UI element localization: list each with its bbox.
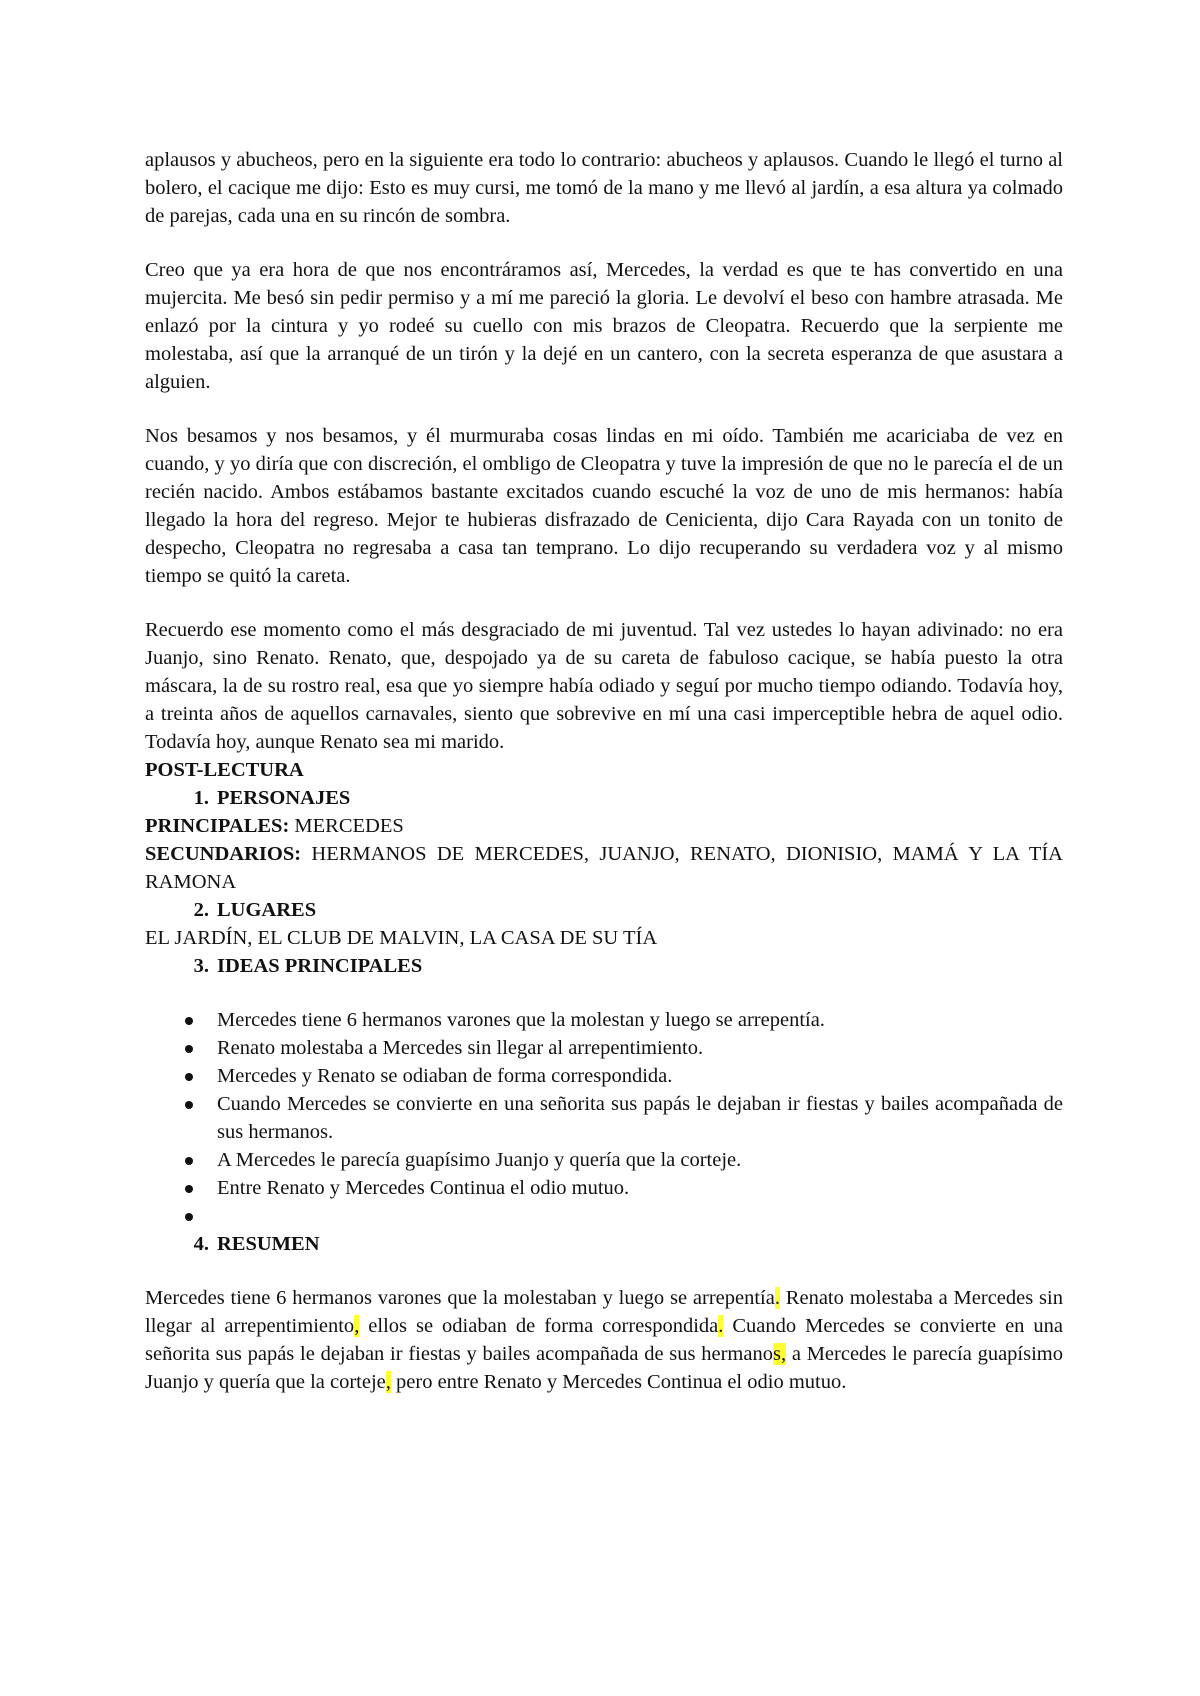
resumen-paragraph — [145, 1284, 1063, 1396]
bullet-icon — [145, 1174, 217, 1202]
highlight-mark: . — [718, 1315, 724, 1337]
section-label: RESUMEN — [217, 1233, 320, 1255]
bullet-icon — [145, 1062, 217, 1090]
bullet-icon — [145, 1146, 217, 1174]
resumen-text: pero entre Renato y Mercedes Continua el odio mutuo. — [390, 1371, 847, 1393]
highlight-mark: . — [774, 1287, 780, 1309]
document-page — [145, 146, 1063, 1422]
list-item — [145, 1174, 1063, 1202]
bullet-icon — [145, 1006, 217, 1034]
resumen-text: ellos se odiaban de forma correspondida — [359, 1315, 719, 1337]
highlight-mark: , — [354, 1315, 360, 1337]
resumen-text: a Mercedes le parecía guapísimo Juanjo y quería que la corteje — [145, 1343, 1063, 1393]
section-number: 2. — [193, 899, 209, 921]
ideas-list — [145, 1006, 1063, 1230]
resumen-text: Mercedes tiene 6 hermanos varones que la molestaban y luego se arrepentía — [145, 1287, 775, 1309]
section-lugares — [145, 896, 1063, 924]
bullet-icon — [145, 1034, 217, 1062]
principales-label: PRINCIPALES: — [145, 815, 290, 837]
list-item-text: A Mercedes le parecía guapísimo Juanjo y quería que la corteje. — [217, 1149, 742, 1171]
list-item — [145, 1202, 1063, 1230]
post-lectura-title: POST-LECTURA — [145, 759, 304, 781]
list-item-text: Mercedes tiene 6 hermanos varones que la molestan y luego se arrepentía. — [217, 1009, 825, 1031]
section-resumen — [145, 1230, 1063, 1258]
paragraph-3: Nos besamos y nos besamos, y él murmuraba cosas lindas en mi oído. También me acariciaba de vez en cuando, y yo diría que con discreción, el ombligo de Cleopatra y tuve la impresión de que no le parecía el de un recién nacido. Ambos estábamos bastante excitados cuando escuché la voz de uno de mis hermanos: había llegado la hora del regreso. Mejor te hubieras disfrazado de Cenicienta, dijo Cara Rayada con un tonito de despecho, Cleopatra no regresaba a casa tan temprano. Lo dijo recuperando su verdadera voz y al mismo tiempo se quitó la careta. — [145, 425, 1063, 587]
highlight-mark: s, — [772, 1343, 787, 1365]
list-item — [145, 1062, 1063, 1090]
section-label: IDEAS PRINCIPALES — [217, 955, 423, 977]
section-label: LUGARES — [217, 899, 317, 921]
resumen-text: Renato molestaba a Mercedes sin llegar al arrepentimiento — [145, 1287, 1063, 1337]
list-item-text: Renato molestaba a Mercedes sin llegar al arrepentimiento. — [217, 1037, 704, 1059]
lugares-value: EL JARDÍN, EL CLUB DE MALVIN, LA CASA DE SU TÍA — [145, 927, 658, 949]
section-number: 4. — [193, 1233, 209, 1255]
secundarios-value: HERMANOS DE MERCEDES, JUANJO, RENATO, DIONISIO, MAMÁ Y LA TÍA RAMONA — [145, 843, 1063, 893]
highlight-mark: , — [385, 1371, 391, 1393]
list-item — [145, 1146, 1063, 1174]
secundarios-line — [145, 840, 1063, 896]
section-personajes — [145, 784, 1063, 812]
paragraph-2: Creo que ya era hora de que nos encontráramos así, Mercedes, la verdad es que te has convertido en una mujercita. Me besó sin pedir permiso y a mí me pareció la gloria. Le devolví el beso con hambre atrasada. Me enlazó por la cintura y yo rodeé su cuello con mis brazos de Cleopatra. Recuerdo que la serpiente me molestaba, así que la arranqué de un tirón y la dejé en un cantero, con la secreta esperanza de que asustara a alguien. — [145, 259, 1063, 393]
principales-line — [145, 812, 1063, 840]
resumen-text: Cuando Mercedes se convierte en una señorita sus papás le dejaban ir fiestas y bailes acompañada de sus hermano — [145, 1315, 1063, 1365]
secundarios-label: SECUNDARIOS: — [145, 843, 302, 865]
list-item — [145, 1034, 1063, 1062]
section-ideas — [145, 952, 1063, 980]
principales-value: MERCEDES — [289, 815, 404, 837]
list-item-text: Entre Renato y Mercedes Continua el odio mutuo. — [217, 1177, 630, 1199]
list-item-text — [217, 1202, 1063, 1230]
paragraph-1: aplausos y abucheos, pero en la siguiente era todo lo contrario: abucheos y aplausos. Cuando le llegó el turno al bolero, el cacique me dijo: Esto es muy cursi, me tomó de la mano y me llevó al jardín, a esa altura ya colmado de parejas, cada una en su rincón de sombra. — [145, 149, 1063, 227]
section-label: PERSONAJES — [217, 787, 351, 809]
list-item-text: Cuando Mercedes se convierte en una señorita sus papás le dejaban ir fiestas y bailes acompañada de sus hermanos. — [217, 1093, 1063, 1143]
bullet-icon — [145, 1202, 217, 1230]
list-item — [145, 1090, 1063, 1146]
section-number: 3. — [193, 955, 209, 977]
paragraph-4: Recuerdo ese momento como el más desgraciado de mi juventud. Tal vez ustedes lo hayan adivinado: no era Juanjo, sino Renato. Renato, que, despojado ya de su careta de fabuloso cacique, se había puesto la otra máscara, la de su rostro real, esa que yo siempre había odiado y seguí por mucho tiempo odiando. Todavía hoy, a treinta años de aquellos carnavales, siento que sobrevive en mí una casi imperceptible hebra de aquel odio. Todavía hoy, aunque Renato sea mi marido. — [145, 619, 1063, 753]
list-item-text: Mercedes y Renato se odiaban de forma correspondida. — [217, 1065, 673, 1087]
list-item — [145, 1006, 1063, 1034]
section-number: 1. — [193, 787, 209, 809]
bullet-icon — [145, 1090, 217, 1146]
